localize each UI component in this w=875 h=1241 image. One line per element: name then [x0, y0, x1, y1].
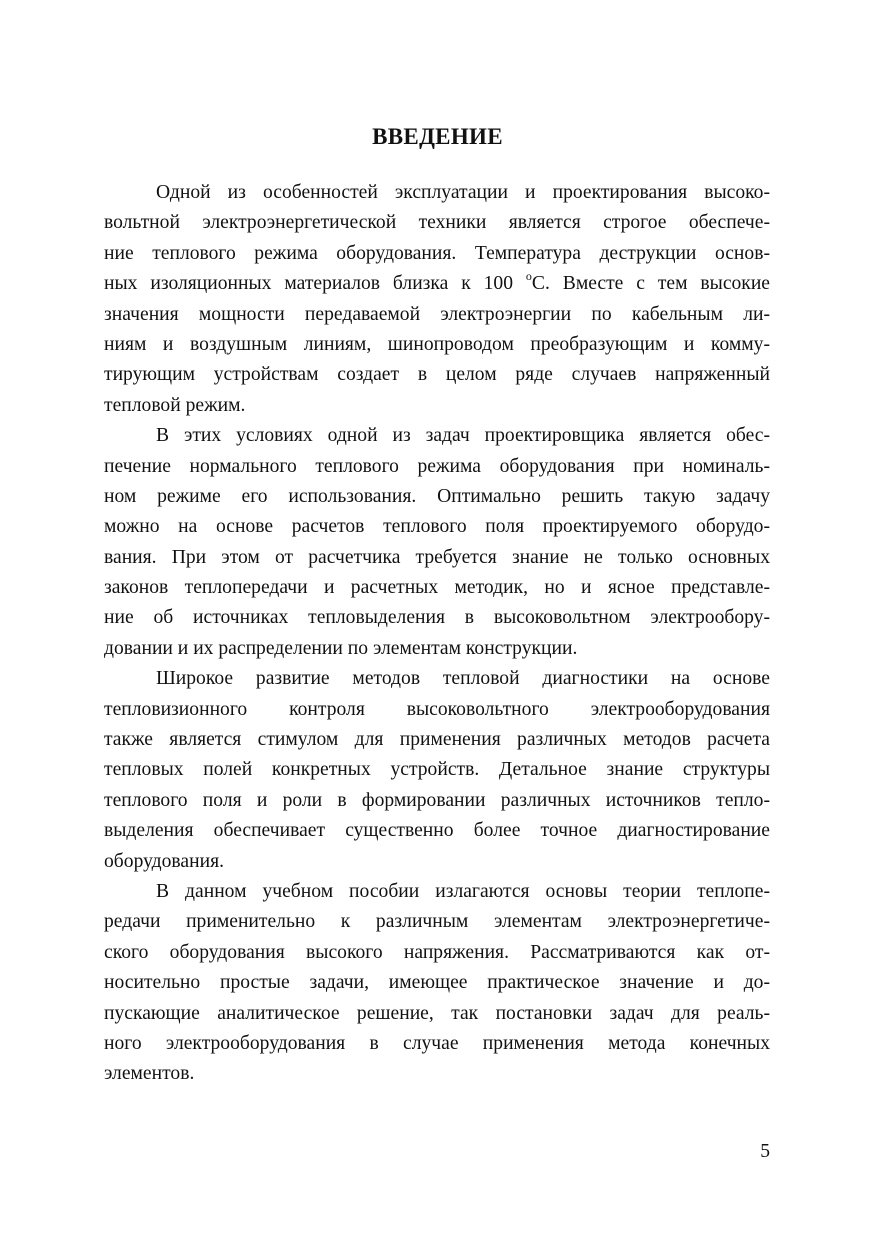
- degree-superscript: o: [525, 268, 532, 283]
- page-title: ВВЕДЕНИЕ: [372, 124, 503, 149]
- text-segment: С. Вместе с тем высокие: [531, 273, 771, 295]
- text-line: довании и их распределении по элементам конструкции.: [104, 637, 578, 659]
- text-line: ного электрооборудования в случае применения метода конечных: [104, 1032, 770, 1054]
- text-line: ние теплового режима оборудования. Температура деструкции основ-: [104, 242, 770, 264]
- text-line-with-degree: [104, 269, 770, 299]
- text-segment: ных изоляционных материалов близка к 100: [104, 273, 526, 295]
- text-line: также является стимулом для применения различных методов расчета: [104, 729, 770, 751]
- text-line: ниям и воздушным линиям, шинопроводом преобразующим и комму-: [104, 333, 770, 355]
- page-number: 5: [760, 1141, 770, 1162]
- paragraph: [104, 178, 770, 421]
- text-line: элементов.: [104, 1063, 195, 1085]
- text-line: тепловизионного контроля высоковольтного электрооборудования: [104, 698, 770, 720]
- text-line: пускающие аналитическое решение, так постановки задач для реаль-: [104, 1002, 770, 1024]
- text-line: тирующим устройствам создает в целом ряде случаев напряженный: [104, 364, 770, 386]
- text-line: В этих условиях одной из задач проектировщика является обес-: [156, 425, 770, 447]
- text-line: вольтной электроэнергетической техники является строгое обеспече-: [104, 212, 770, 234]
- text-line: тепловой режим.: [104, 394, 246, 416]
- text-line: печение нормального теплового режима оборудования при номиналь-: [104, 455, 770, 477]
- text-line: ского оборудования высокого напряжения. Рассматриваются как от-: [104, 941, 770, 963]
- text-line: В данном учебном пособии излагаются основы теории теплопе-: [156, 880, 770, 902]
- text-line: носительно простые задачи, имеющее практическое значение и до-: [104, 972, 770, 994]
- text-line: можно на основе расчетов теплового поля проектируемого оборудо-: [104, 516, 770, 538]
- text-line: Широкое развитие методов тепловой диагностики на основе: [156, 668, 770, 690]
- paragraph: [104, 877, 770, 1090]
- paragraph: [104, 664, 770, 877]
- text-line: редачи применительно к различным элементам электроэнергетиче-: [104, 911, 770, 933]
- text-line: вания. При этом от расчетчика требуется знание не только основных: [104, 546, 770, 568]
- text-line: значения мощности передаваемой электроэнергии по кабельным ли-: [104, 303, 770, 325]
- text-line: ние об источниках тепловыделения в высоковольтном электрообору-: [104, 607, 770, 629]
- paragraph: [104, 421, 770, 664]
- body-text: [104, 178, 770, 1090]
- text-line: законов теплопередачи и расчетных методик, но и ясное представле-: [104, 577, 770, 599]
- text-line: Одной из особенностей эксплуатации и проектирования высоко-: [156, 182, 770, 203]
- text-line: теплового поля и роли в формировании различных источников тепло-: [104, 789, 770, 811]
- text-line: оборудования.: [104, 850, 225, 872]
- text-line: выделения обеспечивает существенно более точное диагностирование: [104, 820, 770, 842]
- text-line: ном режиме его использования. Оптимально решить такую задачу: [104, 485, 770, 507]
- text-line: тепловых полей конкретных устройств. Детальное знание структуры: [104, 759, 770, 781]
